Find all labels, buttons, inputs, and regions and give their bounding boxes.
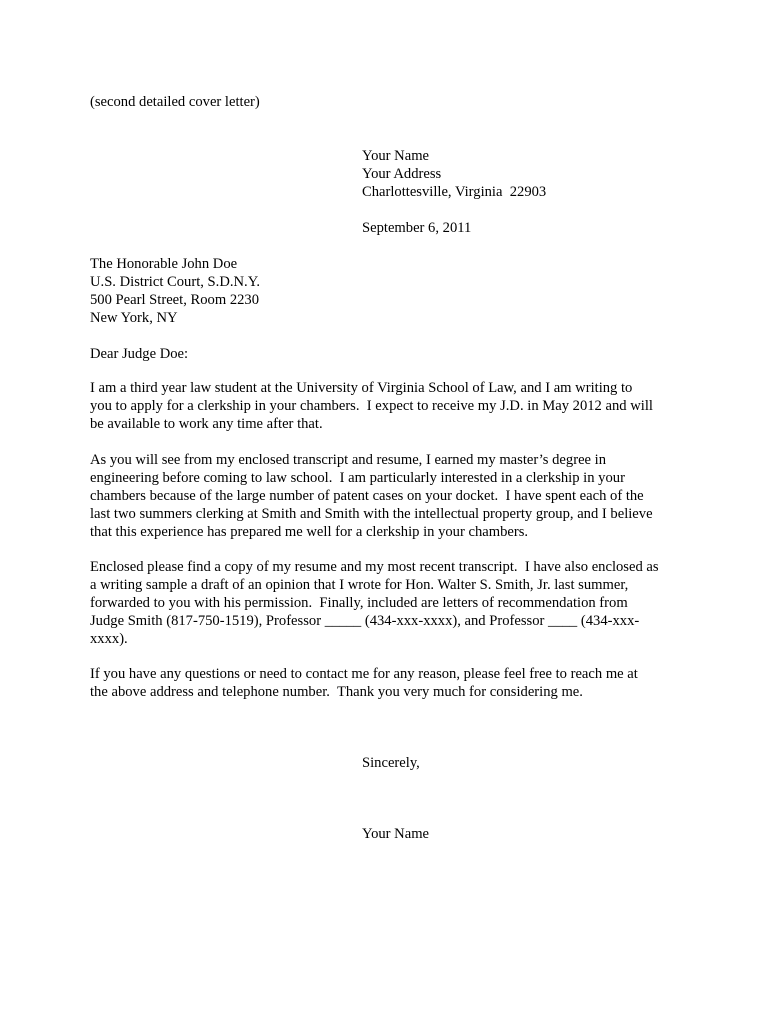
closing: Sincerely, bbox=[362, 755, 420, 771]
paragraph-4-line: the above address and telephone number. Thank you very much for considering me. bbox=[90, 684, 583, 700]
signature-name: Your Name bbox=[362, 826, 430, 842]
paragraph-4-line: If you have any questions or need to contact me for any reason, please feel free to reach me at bbox=[90, 666, 638, 682]
sender-name: Your Name bbox=[362, 148, 430, 164]
sender-address: Your Address bbox=[362, 166, 442, 182]
heading-note: (second detailed cover letter) bbox=[90, 94, 260, 110]
letter-date: September 6, 2011 bbox=[362, 220, 472, 236]
sender-city-state-zip: Charlottesville, Virginia 22903 bbox=[362, 184, 547, 200]
paragraph-3-line: Enclosed please find a copy of my resume and my most recent transcript. I have also enclosed as bbox=[90, 559, 659, 575]
paragraph-1-line: I am a third year law student at the University of Virginia School of Law, and I am writing to bbox=[90, 380, 633, 396]
paragraph-2-line: As you will see from my enclosed transcript and resume, I earned my master’s degree in bbox=[90, 452, 607, 468]
paragraph-3-line: forwarded to you with his permission. Finally, included are letters of recommendation from bbox=[90, 595, 628, 611]
paragraph-1-line: you to apply for a clerkship in your chambers. I expect to receive my J.D. in May 2012 and will bbox=[90, 398, 653, 414]
paragraph-3-line: xxxx). bbox=[90, 631, 128, 647]
paragraph-3-line: Judge Smith (817-750-1519), Professor _____ (434-xxx-xxxx), and Professor ____ (434-xxx- bbox=[90, 613, 640, 629]
paragraph-2-line: chambers because of the large number of patent cases on your docket. I have spent each of the bbox=[90, 488, 644, 504]
paragraph-2-line: engineering before coming to law school. I am particularly interested in a clerkship in your bbox=[90, 470, 625, 486]
recipient-court: U.S. District Court, S.D.N.Y. bbox=[90, 274, 261, 290]
recipient-city: New York, NY bbox=[90, 310, 178, 326]
paragraph-2-line: that this experience has prepared me well for a clerkship in your chambers. bbox=[90, 524, 529, 540]
paragraph-3-line: a writing sample a draft of an opinion that I wrote for Hon. Walter S. Smith, Jr. last summer, bbox=[90, 577, 629, 593]
recipient-name: The Honorable John Doe bbox=[90, 256, 238, 272]
salutation: Dear Judge Doe: bbox=[90, 346, 189, 362]
paragraph-1-line: be available to work any time after that. bbox=[90, 416, 323, 432]
paragraph-2-line: last two summers clerking at Smith and Smith with the intellectual property group, and I believe bbox=[90, 506, 653, 522]
recipient-street: 500 Pearl Street, Room 2230 bbox=[90, 292, 260, 308]
